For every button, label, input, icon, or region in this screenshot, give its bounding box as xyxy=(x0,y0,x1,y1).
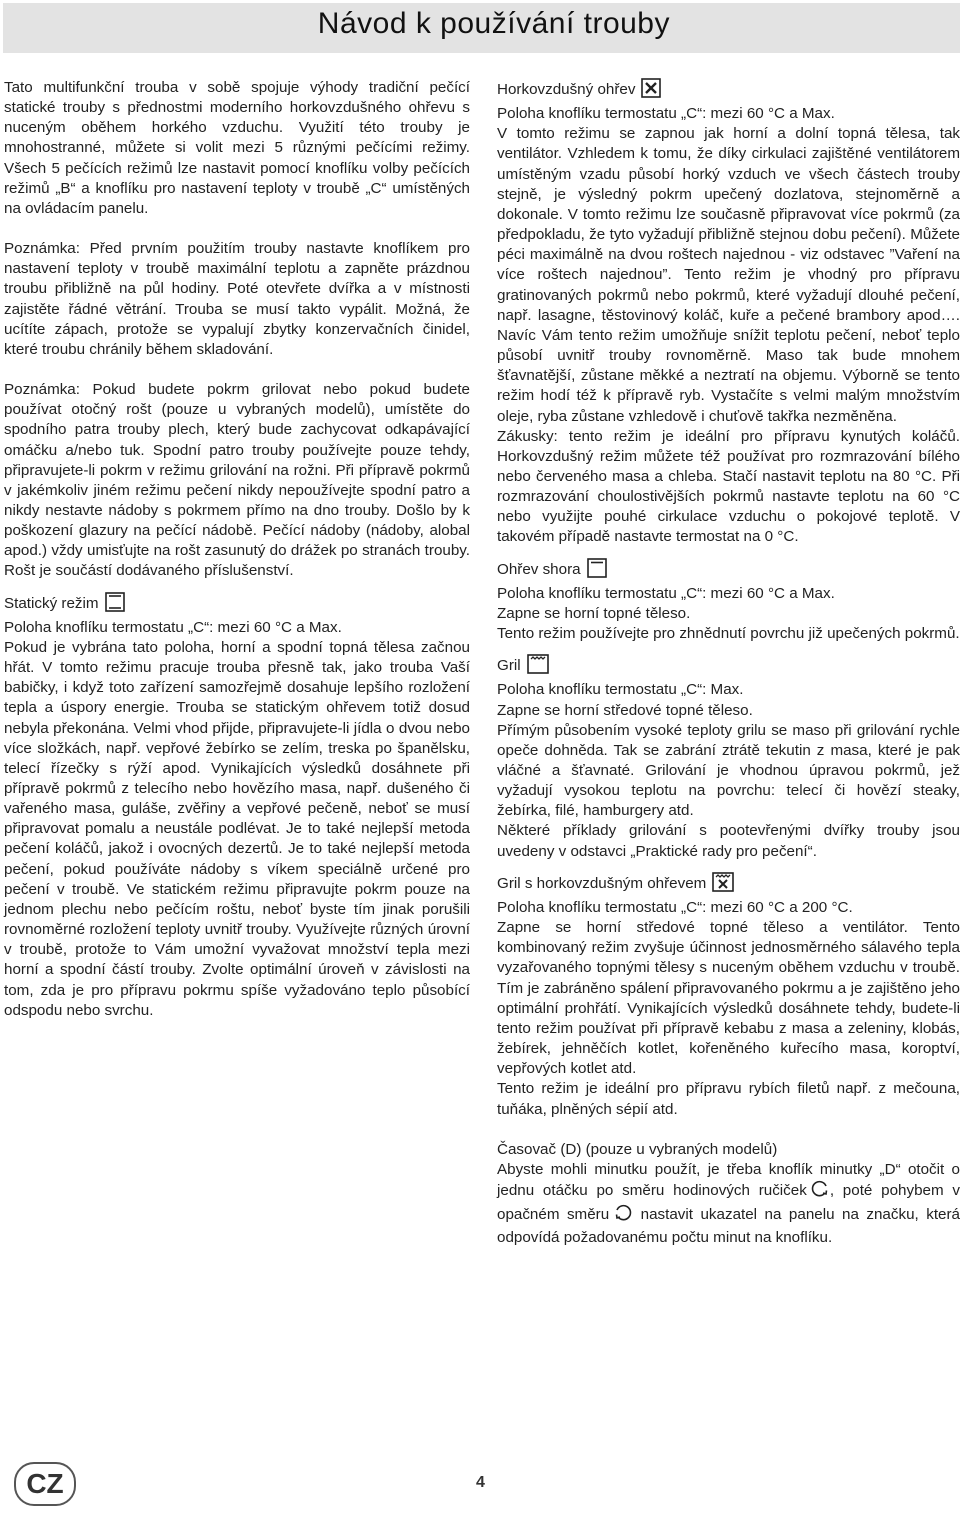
top-body: Tento režim používejte pro zhnědnutí povrchu již upečených pokrmů. xyxy=(497,625,960,643)
language-badge: CZ xyxy=(14,1462,76,1506)
hot-title: Horkovzdušný ohřev xyxy=(497,81,636,98)
grillfan-body-2: Tento režim je ideální pro přípravu rybích filetů např. z mečouna, tuňáka, plněných sépií atd. xyxy=(497,1080,960,1118)
top-heading xyxy=(497,558,960,584)
grillfan-setting: Poloha knoflíku termostatu „C“: mezi 60 °C a 200 °C. xyxy=(497,898,853,916)
timer-body-part-c: nastavit ukazatel na panelu na značku, která odpovídá požadovanému počtu minut na knoflíku. xyxy=(497,1206,960,1247)
top-line-2: Zapne se horní topné těleso. xyxy=(497,604,691,622)
grill-body: Přímým působením vysoké teploty grilu se maso při grilování rychle opeče dohněda. Tak se zabrání ztrátě tekutin z masa, které je pak vláčné a šťavnaté. Grilování je vhodnou úpravou pokrmů, jež vyžadují vysokou teplotu na povrchu: telecí či hovězí steaky, žebírka, filé, hamburgery atd. xyxy=(497,721,960,820)
page-number: 4 xyxy=(476,1474,485,1491)
note-1-text: Před prvním použitím trouby nastavte knoflíkem pro nastavení teploty v troubě maximální teplotu a zapněte prázdnou troubu přibližně na půl hodiny. Poté otevřete dvířka a v místnosti zajistěte řádné větrání. Trouba se musí takto vypálit. Možná, že ucítíte zápach, protože se vypalují zbytky konzervačních činidel, které troubu chránily během skladování. xyxy=(4,240,470,358)
left-column xyxy=(4,78,470,1021)
hot-body-2: Zákusky: tento režim je ideální pro přípravu kynutých koláčů. Horkovzdušný režim můžete též používat pro rozmrazování bílého nebo červeného masa a chleba. Stačí nastavit teplotu na 80 °C. Při rozmrazování choulostivějších pokrmů nastavte teplotu na 60 °C nebo využijte pouhé cirkulace vzduchu o pokojové teplotě. V takovém případě nastavte termostat na 0 °C. xyxy=(497,427,960,546)
grillfan-heading xyxy=(497,872,960,898)
note-2-label: Poznámka: xyxy=(4,381,80,399)
top-title: Ohřev shora xyxy=(497,560,581,578)
grill-fan-icon xyxy=(712,872,734,898)
grillfan-title: Gril s horkovzdušným ohřevem xyxy=(497,874,707,892)
grill-setting: Poloha knoflíku termostatu „C“: Max. xyxy=(497,681,744,699)
top-setting: Poloha knoflíku termostatu „C“: mezi 60 °C a Max. xyxy=(497,584,835,602)
static-title: Statický režim xyxy=(4,594,99,612)
intro-paragraph: Tato multifunkční trouba v sobě spojuje výhody tradiční pečící statické trouby s přednostmi moderního horkovzdušného ohřevu s nuceným oběhem horkého vzduchu. Využití této trouby je mnohostranné, můžete si volit mezi 5 různými pečícími režimy. Všech 5 pečících režimů lze nastavit pomocí knoflíku volby pečících režimů „B“ a knoflíku pro nastavení teploty v troubě „C“ umístěných na ovládacím panelu. xyxy=(4,79,470,217)
note-2-text: Pokud budete pokrm grilovat nebo pokud budete používat otočný rošt (pouze u vybraných modelů), umístěte do spodního patra trouby plech, který bude zachycovat odkapávající omáčku a/nebo tuk. Spodní patro trouby používejte pouze tehdy, připravujete-li pokrm v režimu grilování na rožni. Při přípravě pokrmů v jakémkoliv jiném režimu pečení nikdy nepoužívejte spodní patro a nikdy nestavte nádoby s pokrmem přímo na dno trouby. Došlo by k poškození glazury na pečící nádobě. Pečící nádoby (nádoby, alobal apod.) vždy umisťujte na rošt zasunutý do drážek po stranách trouby. Rošt je součástí dodávaného příslušenství. xyxy=(4,381,470,580)
timer-title: Časovač xyxy=(497,1140,557,1158)
hot-body: V tomto režimu se zapnou jak horní a dolní topná tělesa, tak ventilátor. Vzhledem k tomu, že díky cirkulaci zajištěné ventilátorem umístěným vzadu působí horký vzduch ve všech částech trouby stejně, je výsledný pokrm upečený dozlatova, stejnoměrně a dokonale. V tomto režimu lze současně připravovat více pokrmů (za předpokladu, že tyto vyžadují přibližně stejnou dobu pečení). Můžete péci maximálně na dvou roštech najednou - viz odstavec ”Vaření na více roštech najednou”. Tento režim je vhodný pro přípravu gratinovaných pokrmů nebo pokrmů, které vyžadují dlouhé pečení, např. lasagne, těstovinový koláč, kuře a pečené brambory apod…. Navíc Vám tento režim umožňuje snížit teplotu pečení, neboť teplo působí uvnitř trouby rovnoměrně. Maso tak bude mnohem šťavnatější, zůstane měkké a neztratí na objemu. Výborně se tento režim hodí též k přípravě ryb. Vystačíte s velmi malým množstvím oleje, ryba zůstane vzhledově i chuťově takřka nezměněna. xyxy=(497,125,960,425)
static-heading xyxy=(4,592,470,618)
note-1 xyxy=(4,239,470,360)
right-column xyxy=(497,78,960,1248)
note-2 xyxy=(4,380,470,582)
timer-body xyxy=(497,1160,960,1249)
top-heat-icon xyxy=(587,558,607,584)
static-mode-icon xyxy=(105,592,125,618)
counterclockwise-icon xyxy=(613,1204,633,1228)
clockwise-icon xyxy=(810,1180,830,1204)
page-header xyxy=(3,3,960,53)
grill-line-2: Zapne se horní středové topné těleso. xyxy=(497,701,753,719)
grill-title: Gril xyxy=(497,657,521,675)
static-setting: Poloha knoflíku termostatu „C“: mezi 60 °C a Max. xyxy=(4,618,342,636)
timer-title-rest: (D) (pouze u vybraných modelů) xyxy=(556,1140,778,1158)
hot-setting: Poloha knoflíku termostatu „C“: mezi 60 °C a Max. xyxy=(497,105,835,123)
fan-mode-icon xyxy=(641,78,661,104)
page-title: Návod k používání trouby xyxy=(317,7,670,40)
hot-heading xyxy=(497,78,960,104)
static-body: Pokud je vybrána tato poloha, horní a spodní topná tělesa začnou hřát. V tomto režimu pracuje trouba přesně tak, jako trouba Vaší babičky, i když toto zařízení samozřejmě dosahuje lepšího rozložení tepla a úspory energie. Trouba se statickým ohřevem totiž dosud nebyla překonána. Velmi vhod přijde, připravujete-li jídla o dvou nebo více složkách, např. vepřové žebírko se zelím, treska po španělsku, telecí řízečky s rýží apod. Vynikajících výsledků dosáhnete při přípravě pokrmů z telecího nebo hovězího masa, např. dušeného či vařeného masa, guláše, zvěřiny a vepřové pečeně, neboť se musí připravovat pomalu a neustále podlévat. Je to také nejlepší metoda pečení koláčů, jakož i ovocných dezertů. Je to také nejlepší metoda pečení, pokud používáte nádoby s víkem speciálně určené pro pečení v troubě. Ve statickém režimu připravujte pokrm pouze na jednom plechu nebo pečícím roštu, neboť byste tím jinak porušili rovnoměrné rozložení teploty uvnitř trouby. Využívejte různých úrovní v troubě, protože to Vám umožní vyvažovat množství tepla mezi horní a spodní částí trouby. Zvolte optimální úroveň v závislosti na tom, zda je pro přípravu pokrmu spíše vyžadováno teplo působící odspodu nebo svrchu. xyxy=(4,638,470,1019)
timer-heading xyxy=(497,1140,960,1160)
grillfan-body: Zapne se horní středové topné těleso a ventilátor. Tento kombinovaný režim zvyšuje účinnost jednosměrného sálavého tepla vyzařovaného topnými tělesy s nuceným oběhem vzduchu v troubě. Tím je zabráněno spálení připravovaného pokrmu a je zajištěno jeho optimální prohřátí. Vynikajících výsledků dosáhnete tehdy, budete-li tento režim používat při přípravě kebabu z masa a zeleniny, klobás, žebírek, jehněčích kotlet, kořeněného kuřecího masa, koroptví, vepřových kotlet atd. xyxy=(497,919,960,1078)
timer-body-part-b: , poté pohybem v opačném směru xyxy=(497,1181,960,1224)
note-1-label: Poznámka: xyxy=(4,240,80,258)
grill-heading xyxy=(497,654,960,680)
timer-body-part-a: Abyste mohli minutku použít, je třeba knoflík minutky „D“ otočit o jednu otáčku po směru hodinových ručiček xyxy=(497,1160,960,1199)
grill-icon xyxy=(527,654,549,680)
grill-body-2: Některé příklady grilování s pootevřenými dvířky trouby jsou uvedeny v odstavci „Praktické rady pro pečení“. xyxy=(497,822,960,860)
